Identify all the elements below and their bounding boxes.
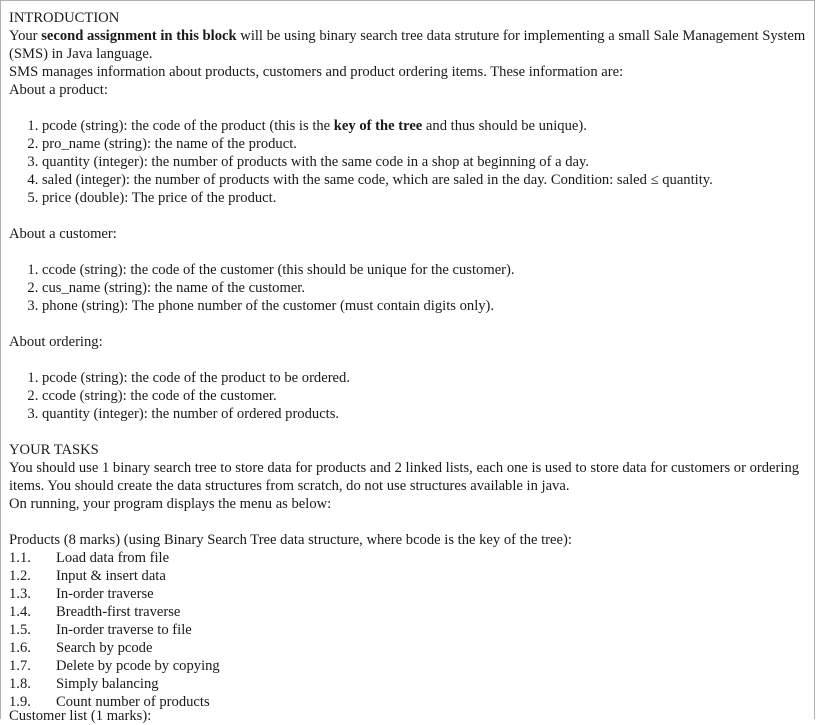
products-menu-list (9, 549, 806, 711)
intro-paragraph-2: SMS manages information about products, customers and product ordering items. These information are: (9, 64, 624, 80)
list-item: 1. pcode (string): the code of the product to be ordered. (42, 369, 806, 387)
intro-heading: INTRODUCTION (9, 10, 120, 26)
menu-item: 1.1. Load data from file (9, 550, 170, 566)
customer-list-heading-cut: Customer list (1 marks): (9, 708, 152, 724)
list-item: 4. saled (integer): the number of products with the same code, which are saled in the day. Condition: saled ≤ quantity. (42, 171, 806, 189)
list-item: 1. ccode (string): the code of the customer (this should be unique for the customer). (42, 261, 806, 279)
intro-paragraph-1 (9, 27, 806, 63)
products-menu-heading: Products (8 marks) (using Binary Search Tree data structure, where bcode is the key of the tree): (9, 532, 572, 548)
menu-item: 1.7. Delete by pcode by copying (9, 658, 220, 674)
list-item: 1. pcode (string): the code of the product (this is the key of the tree and thus should be unique). (42, 117, 806, 135)
menu-item: 1.6. Search by pcode (9, 640, 153, 656)
list-item: 2. cus_name (string): the name of the customer. (42, 279, 806, 297)
list-item: 5. price (double): The price of the product. (42, 189, 806, 207)
menu-item: 1.9. Count number of products (9, 694, 210, 710)
menu-item: 1.2. Input & insert data (9, 568, 166, 584)
intro-p1-bold: second assignment in this block (41, 28, 237, 44)
intro-p1-post: will be using binary search tree data struture for implementing a small Sale Management System (SMS) in Java language. (9, 28, 806, 62)
about-customer-label: About a customer: (9, 226, 117, 242)
product-fields-list (9, 117, 806, 207)
list-item: 3. quantity (integer): the number of ordered products. (42, 405, 806, 423)
ordering-fields-list (9, 369, 806, 423)
intro-p1-pre: Your (9, 28, 42, 44)
tasks-heading: YOUR TASKS (9, 442, 99, 458)
list-item: 2. pro_name (string): the name of the product. (42, 135, 806, 153)
list-item: 2. ccode (string): the code of the customer. (42, 387, 806, 405)
about-ordering-label: About ordering: (9, 334, 103, 350)
list-item: 3. quantity (integer): the number of products with the same code in a shop at beginning of a day. (42, 153, 806, 171)
menu-item: 1.5. In-order traverse to file (9, 622, 192, 638)
tasks-paragraph-2: On running, your program displays the menu as below: (9, 496, 332, 512)
customer-fields-list (9, 261, 806, 315)
menu-item: 1.8. Simply balancing (9, 676, 159, 692)
about-product-label: About a product: (9, 82, 108, 98)
tasks-paragraph-1: You should use 1 binary search tree to store data for products and 2 linked lists, each one is used to store data for customers or ordering items. You should create the data structures from scratch, do not use structures available in java. (9, 460, 800, 494)
menu-item: 1.3. In-order traverse (9, 586, 154, 602)
list-item: 3. phone (string): The phone number of the customer (must contain digits only). (42, 297, 806, 315)
menu-item: 1.4. Breadth-first traverse (9, 604, 181, 620)
